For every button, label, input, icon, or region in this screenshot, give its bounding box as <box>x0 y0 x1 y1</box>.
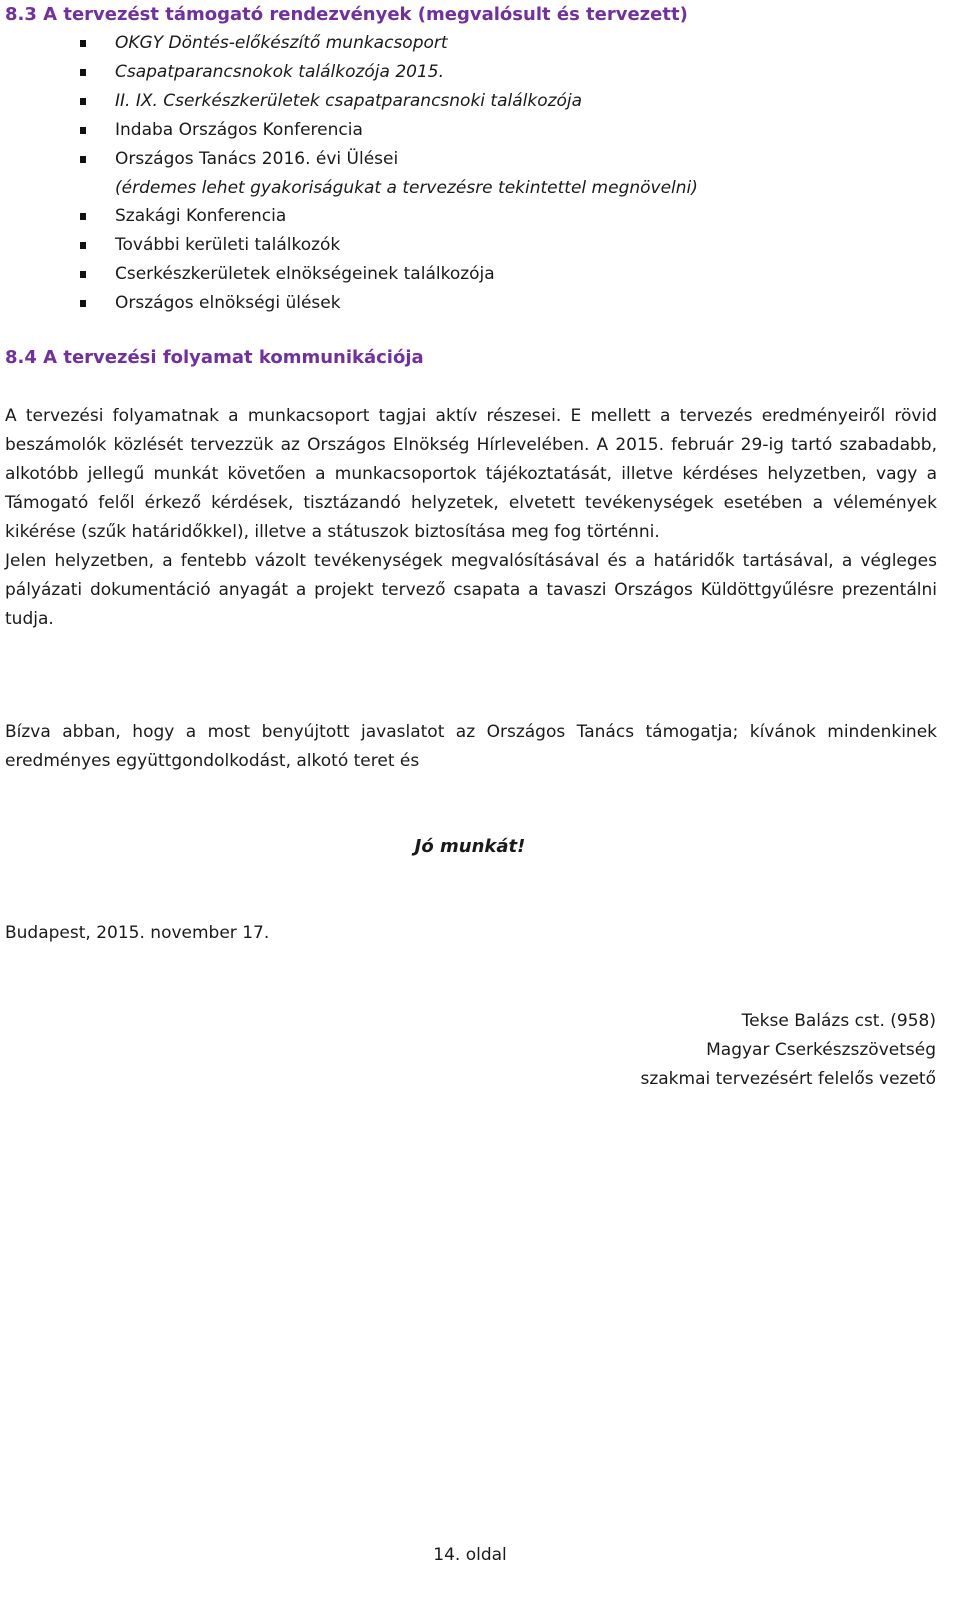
signature-organization: Magyar Cserkészszövetség <box>706 1040 936 1060</box>
list-item-text: OKGY Döntés-előkészítő munkacsoport <box>115 33 448 53</box>
list-item-text: Szakági Konferencia <box>115 206 287 226</box>
place-date: Budapest, 2015. november 17. <box>5 923 270 943</box>
section-8-4-heading: 8.4 A tervezési folyamat kommunikációja <box>5 347 424 368</box>
list-item-text: Csapatparancsnokok találkozója 2015. <box>115 62 445 82</box>
conclusion-paragraph: Jelen helyzetben, a fentebb vázolt tevékenységek megvalósításával és a határidők tartásával, a végleges pályázati dokumentáció anyagát a projekt tervező csapata a tavaszi Országos Küldöttgyűlésre prezentálni tudja. <box>5 551 937 629</box>
bullet-icon <box>80 300 86 307</box>
list-item-text: Cserkészkerületek elnökségeinek találkozója <box>115 264 495 284</box>
bullet-icon <box>80 242 86 249</box>
signature-role: szakmai tervezésért felelős vezető <box>640 1069 936 1089</box>
bullet-icon <box>80 40 86 47</box>
bullet-icon <box>80 127 86 134</box>
closing-paragraph: Bízva abban, hogy a most benyújtott javaslatot az Országos Tanács támogatja; kívánok mindenkinek eredményes együttgondolkodást, alkotó teret és <box>5 722 937 771</box>
list-item-text: II. IX. Cserkészkerületek csapatparancsnoki találkozója <box>115 91 583 111</box>
bullet-icon <box>80 213 86 220</box>
bullet-icon <box>80 69 86 76</box>
list-item-text: Országos Tanács 2016. évi Ülései <box>115 149 399 169</box>
signature-block <box>640 1007 936 1094</box>
page-number: 14. oldal <box>433 1545 507 1565</box>
list-item-text: Országos elnökségi ülések <box>115 293 341 313</box>
bullet-icon <box>80 271 86 278</box>
bullet-icon <box>80 156 86 163</box>
list-item-text: Indaba Országos Konferencia <box>115 120 363 140</box>
signoff-text: Jó munkát! <box>414 836 526 857</box>
communication-paragraph: A tervezési folyamatnak a munkacsoport tagjai aktív részesei. E mellett a tervezés eredményeiről rövid beszámolók közlését tervezzük az Országos Elnökség Hírlevelében. A 2015. február 29-ig tartó szabadabb, alkotóbb jellegű munkát követően a munkacsoportok tájékoztatását, illetve kérdéses helyzetben, vagy a Támogató felől érkező kérdések, tisztázandó helyzetek, elvetett tevékenységek esetében a vélemények kikérése (szűk határidőkkel), illetve a státuszok biztosítása meg fog történni. <box>5 406 937 542</box>
bullet-icon <box>80 98 86 105</box>
section-8-3-heading: 8.3 A tervezést támogató rendezvények (megvalósult és tervezett) <box>5 4 688 25</box>
list-note: (érdemes lehet gyakoriságukat a tervezésre tekintettel megnövelni) <box>115 178 698 198</box>
signature-name: Tekse Balázs cst. (958) <box>741 1011 936 1031</box>
list-item-text: További kerületi találkozók <box>115 235 341 255</box>
